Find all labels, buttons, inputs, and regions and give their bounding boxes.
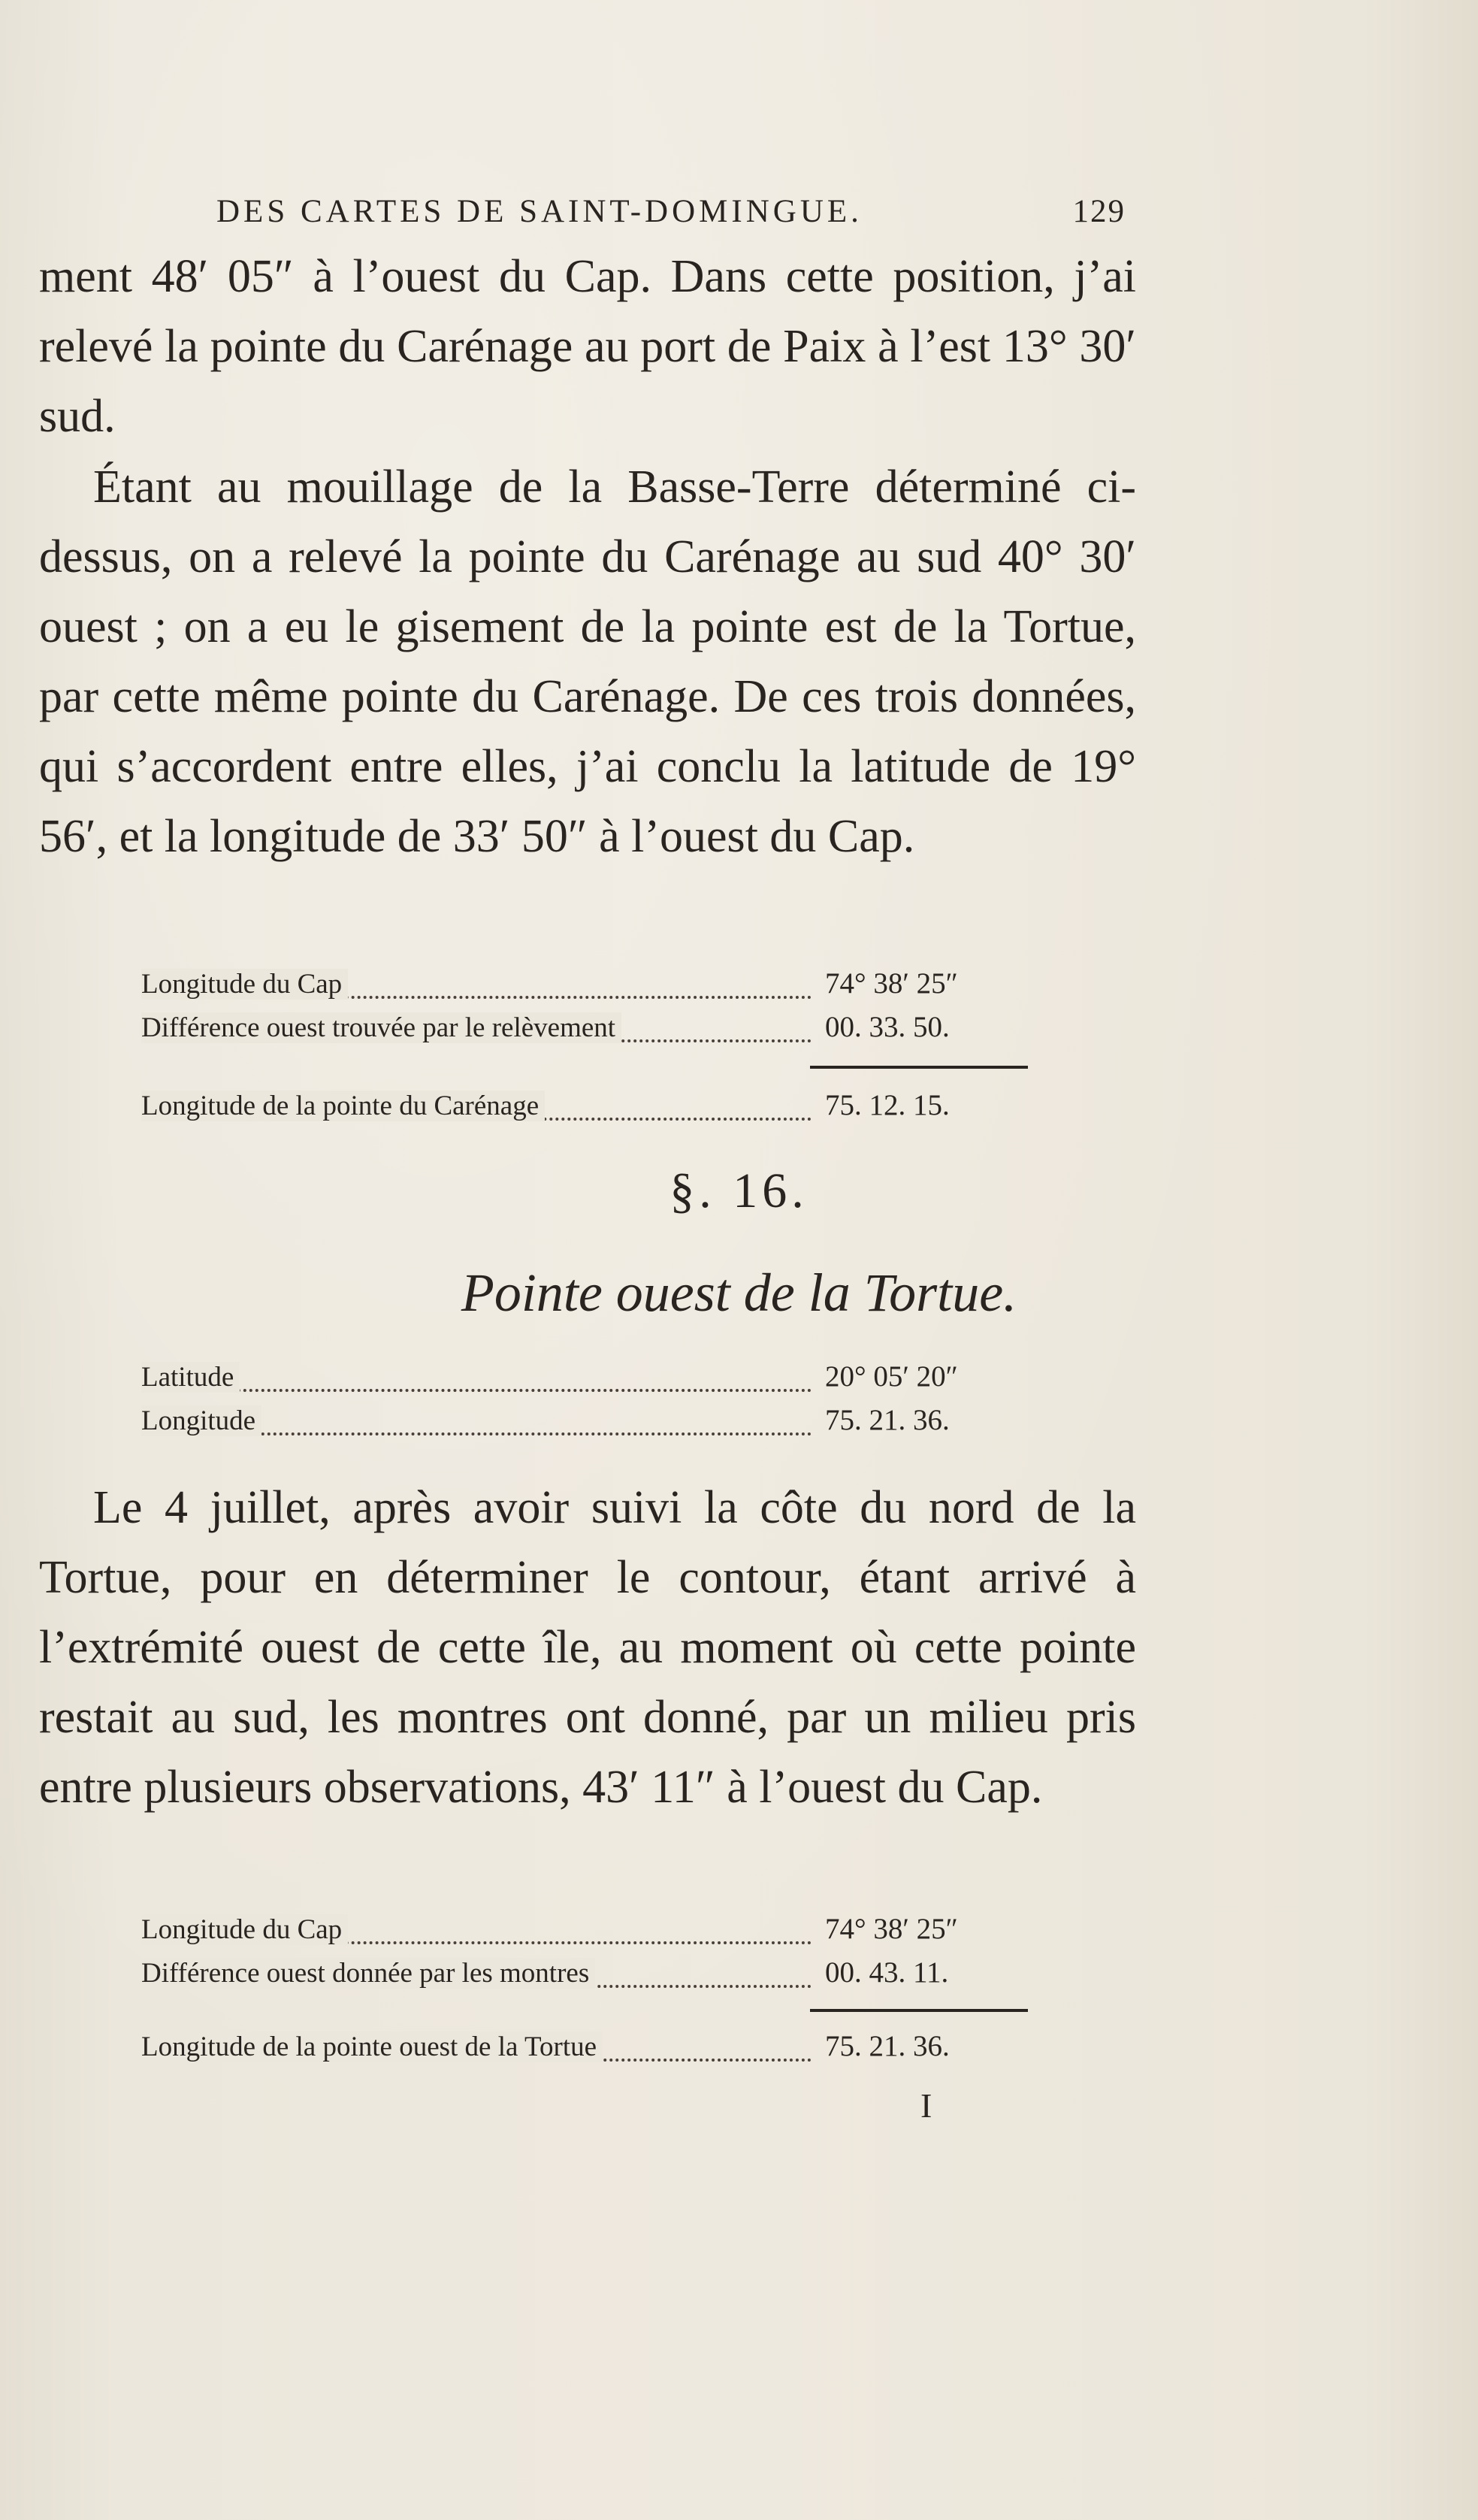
paragraph-text: Étant au mouillage de la Basse-Terre déterminé ci-dessus, on a relevé la pointe du Carénage au sud 40° 30′ ouest ; on a eu le gisement de la pointe est de la Tortue, par cette même pointe du Carénage. De ces trois données, qui s’accordent entre elles, j’ai conclu la latitude de 19° 56′, et la longitude de 33′ 50″ à l’ouest du Cap. [39,461,1136,862]
calc-row [141,1355,1028,1399]
calc-value: 75. 21. 36. [825,1404,950,1436]
calc-row [141,1907,1028,1951]
section-number: §. 16. [669,1163,809,1218]
section-title: Pointe ouest de la Tortue. [461,1263,1017,1323]
calc-row [141,1006,1028,1049]
calc-value: 20° 05′ 20″ [825,1360,958,1393]
calc-value: 00. 33. 50. [825,1011,950,1043]
calc-label: Longitude de la pointe du Carénage [141,1091,545,1121]
catchword: I [920,2086,932,2125]
calc-label: Longitude de la pointe ouest de la Tortue [141,2031,603,2062]
calc-value: 74° 38′ 25″ [825,967,958,1000]
calc-row-total [141,1084,1028,1127]
paragraph-text: ment 48′ 05″ à l’ouest du Cap. Dans cette position, j’ai relevé la pointe du Carénage au port de Paix à l’est 13° 30′ sud. [39,251,1136,442]
calc-row [141,962,1028,1006]
calc-row [141,1951,1028,1995]
calc-label: Différence ouest donnée par les montres [141,1958,595,1989]
paragraph-basse-terre [39,452,1136,872]
longitude-calculation-1 [141,962,1028,1127]
calc-label: Longitude du Cap [141,969,348,1000]
page-number: 129 [1072,194,1126,229]
calc-value: 00. 43. 11. [825,1956,949,1989]
calc-row [141,1399,1028,1442]
longitude-calculation-2 [141,1907,1028,2068]
running-title: DES CARTES DE SAINT-DOMINGUE. [216,194,863,229]
calc-value: 75. 21. 36. [825,2030,950,2062]
sum-rule [810,2009,1028,2012]
paragraph-continuation [39,242,1136,452]
calc-label: Longitude du Cap [141,1914,348,1945]
calc-row-total [141,2025,1028,2068]
calc-value: 75. 12. 15. [825,1089,950,1121]
paragraph-text: Le 4 juillet, après avoir suivi la côte du nord de la Tortue, pour en déterminer le contour, étant arrivé à l’extrémité ouest de cette île, au moment où cette pointe restait au sud, les montres ont donné, par un milieu pris entre plusieurs observations, 43′ 11″ à l’ouest du Cap. [39,1482,1136,1813]
calc-label: Différence ouest trouvée par le relèvement [141,1012,621,1043]
sum-rule [810,1066,1028,1069]
running-header [216,189,1126,234]
calc-value: 74° 38′ 25″ [825,1913,958,1945]
coordinates-table [141,1355,1028,1442]
calc-label: Longitude [141,1405,261,1436]
calc-label: Latitude [141,1362,240,1393]
paragraph-4-juillet [39,1473,1136,1823]
